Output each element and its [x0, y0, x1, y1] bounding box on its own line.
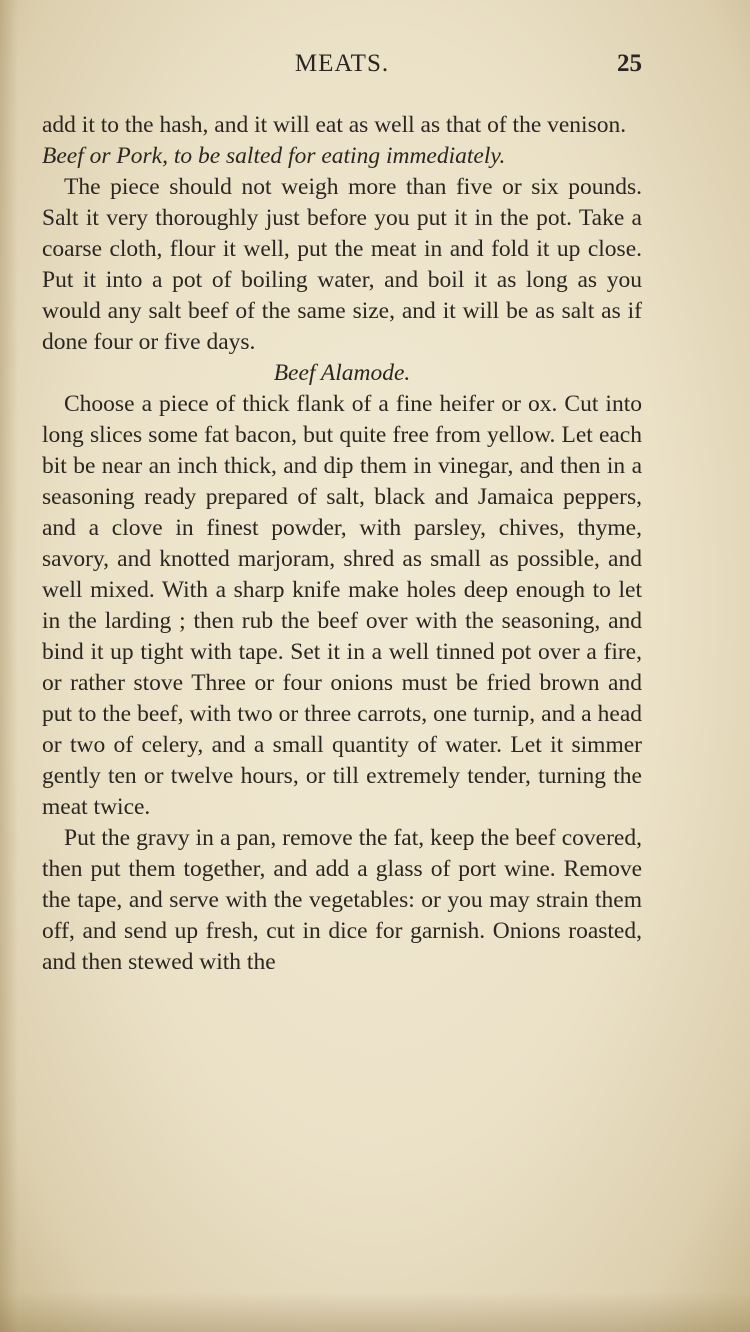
page-number: 25 — [617, 50, 642, 77]
paragraph-beef-alamode-gravy: Put the gravy in a pan, remove the fat, keep the beef covered, then put them together, and add a glass of port wine. Remove the tape, and serve with the vegetables: or you may strain them off, and send up fresh, cut in dice for garnish. Onions roasted, and then stewed with the — [42, 825, 642, 975]
running-head — [42, 50, 642, 86]
page-edge-shadow-left — [0, 0, 18, 1332]
paragraph-continuation: add it to the hash, and it will eat as well as that of the venison. — [42, 112, 627, 138]
recipe-heading-beef-or-pork: Beef or Pork, to be salted for eating immediately. — [42, 143, 506, 169]
running-head-title: MEATS. — [294, 50, 390, 77]
page-body — [42, 110, 642, 978]
paragraph-beef-alamode-method: Choose a piece of thick flank of a fine heifer or ox. Cut into long slices some fat bacon, but quite free from yellow. Let each bit be near an inch thick, and dip them in vinegar, and then in a seasoning ready prepared of salt, black and Jamaica peppers, and a clove in finest powder, with parsley, chives, thyme, savory, and knotted marjoram, shred as small as possible, and well mixed. With a sharp knife make holes deep enough to let in the larding ; then rub the beef over with the seasoning, and bind it up tight with tape. Set it in a well tinned pot over a fire, or rather stove Three or four onions must be fried brown and put to the beef, with two or three carrots, one turnip, and a head or two of celery, and a small quantity of water. Let it simmer gently ten or twelve hours, or till extremely tender, turning the meat twice. — [42, 391, 642, 820]
page-edge-shadow-bottom — [0, 1292, 750, 1332]
recipe-heading-beef-alamode: Beef Alamode. — [273, 360, 411, 386]
paragraph-beef-or-pork: The piece should not weigh more than five or six pounds. Salt it very thoroughly just before you put it in the pot. Take a coarse cloth, flour it well, put the meat in and fold it up close. Put it into a pot of boiling water, and boil it as long as you would any salt beef of the same size, and it will be as salt as if done four or five days. — [42, 174, 642, 355]
